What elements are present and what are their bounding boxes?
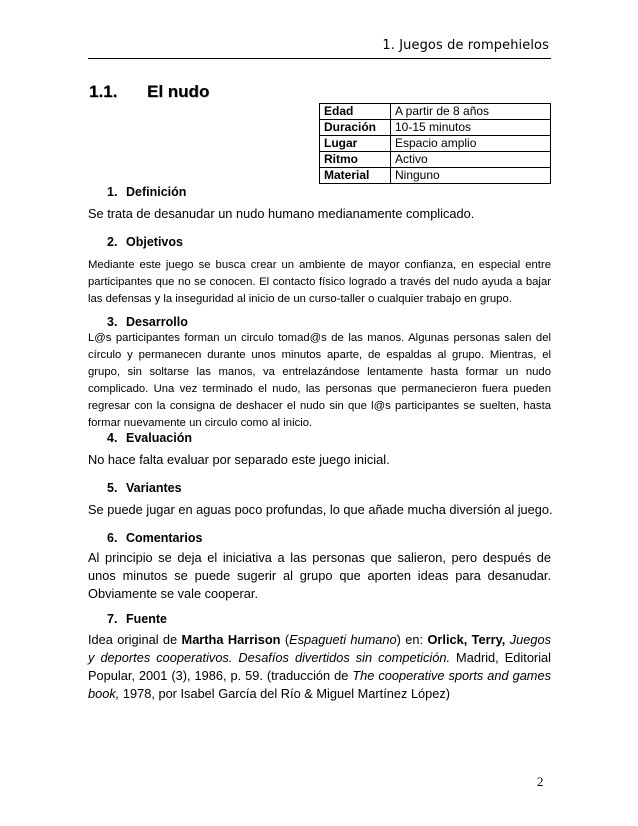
subheading-definicion <box>107 185 186 199</box>
info-label: Lugar <box>320 136 391 152</box>
subheading-title: Fuente <box>126 612 167 626</box>
info-value: Espacio amplio <box>391 136 551 152</box>
subheading-number: 4. <box>107 431 118 445</box>
source-book-title: Juegos y deportes cooperativos. Desafíos divertidos sin competición. <box>88 632 551 665</box>
running-header: 1. Juegos de rompehielos <box>382 38 549 53</box>
info-table <box>319 103 551 184</box>
subheading-number: 2. <box>107 235 118 249</box>
subheading-comentarios <box>107 531 202 545</box>
header-rule <box>88 58 551 59</box>
subheading-fuente <box>107 612 167 626</box>
paragraph-objetivos: Mediante este juego se busca crear un ambiente de mayor confianza, en especial entre participantes que no se conocen. El contacto físico logrado a través del nudo ayuda a bajar las defensas y la inseguridad al inicio de un curso-taller o cualquier trabajo en grupo. <box>88 259 551 305</box>
subheading-number: 1. <box>107 185 118 199</box>
info-row <box>320 168 551 184</box>
subheading-title: Desarrollo <box>126 315 188 329</box>
subheading-title: Variantes <box>126 481 182 495</box>
info-row <box>320 152 551 168</box>
subheading-title: Evaluación <box>126 431 192 445</box>
info-row <box>320 120 551 136</box>
info-value: A partir de 8 años <box>391 104 551 120</box>
info-row <box>320 136 551 152</box>
section-number: 1.1. <box>89 82 118 101</box>
subheading-title: Comentarios <box>126 531 203 545</box>
paragraph-variantes: Se puede jugar en aguas poco profundas, lo que añade mucha diversión al juego. <box>88 502 553 517</box>
paragraph-definicion: Se trata de desanudar un nudo humano medianamente complicado. <box>88 206 475 221</box>
subheading-number: 5. <box>107 481 118 495</box>
info-label: Material <box>320 168 391 184</box>
section-title: El nudo <box>147 82 210 101</box>
subheading-variantes <box>107 481 182 495</box>
info-label: Duración <box>320 120 391 136</box>
info-row <box>320 104 551 120</box>
source-original-title: Espagueti humano <box>289 632 397 647</box>
source-text: Idea original de <box>88 632 182 647</box>
info-label: Ritmo <box>320 152 391 168</box>
page-number: 2 <box>537 774 544 789</box>
paragraph-desarrollo: L@s participantes forman un circulo tomad@s de las manos. Algunas personas salen del círculo y permanecen durante unos minutos aparte, de espaldas al grupo. Mientras, el grupo, sin soltarse las manos, va entrelazándose lentamente hasta formar un nudo complicado. Una vez terminado el nudo, las personas que permanecieron fuera pueden regresar con la consigna de deshacer el nudo sin que l@s participantes se suelten, hasta formar nuevamente un circulo como al inicio. <box>88 332 551 429</box>
subheading-number: 3. <box>107 315 118 329</box>
source-text: Madrid, Editorial Popular, 2001 (3), 1986, p. 59. (traducción de <box>88 650 551 683</box>
section-heading <box>89 82 209 102</box>
paragraph-evaluacion: No hace falta evaluar por separado este juego inicial. <box>88 452 390 467</box>
source-text: ) en: <box>396 632 428 647</box>
source-book-authors: Orlick, Terry, <box>427 632 506 647</box>
subheading-desarrollo <box>107 315 188 329</box>
subheading-number: 6. <box>107 531 118 545</box>
subheading-evaluacion <box>107 431 192 445</box>
paragraph-fuente <box>88 631 551 703</box>
source-original-book: The cooperative sports and games book, <box>88 668 551 701</box>
subheading-number: 7. <box>107 612 118 626</box>
subheading-title: Objetivos <box>126 235 183 249</box>
subheading-objetivos <box>107 235 183 249</box>
subheading-title: Definición <box>126 185 187 199</box>
source-author: Martha Harrison <box>181 632 281 647</box>
info-value: Ninguno <box>391 168 551 184</box>
info-value: 10-15 minutos <box>391 120 551 136</box>
paragraph-comentarios: Al principio se deja el iniciativa a las personas que salieron, pero después de unos minutos se puede sugerir al grupo que aporten ideas para desanudar. Obviamente se vale cooperar. <box>88 550 551 601</box>
info-label: Edad <box>320 104 391 120</box>
source-text: 1978, por Isabel García del Río & Miguel Martínez López) <box>119 686 451 701</box>
source-text: ( <box>280 632 290 647</box>
info-value: Activo <box>391 152 551 168</box>
